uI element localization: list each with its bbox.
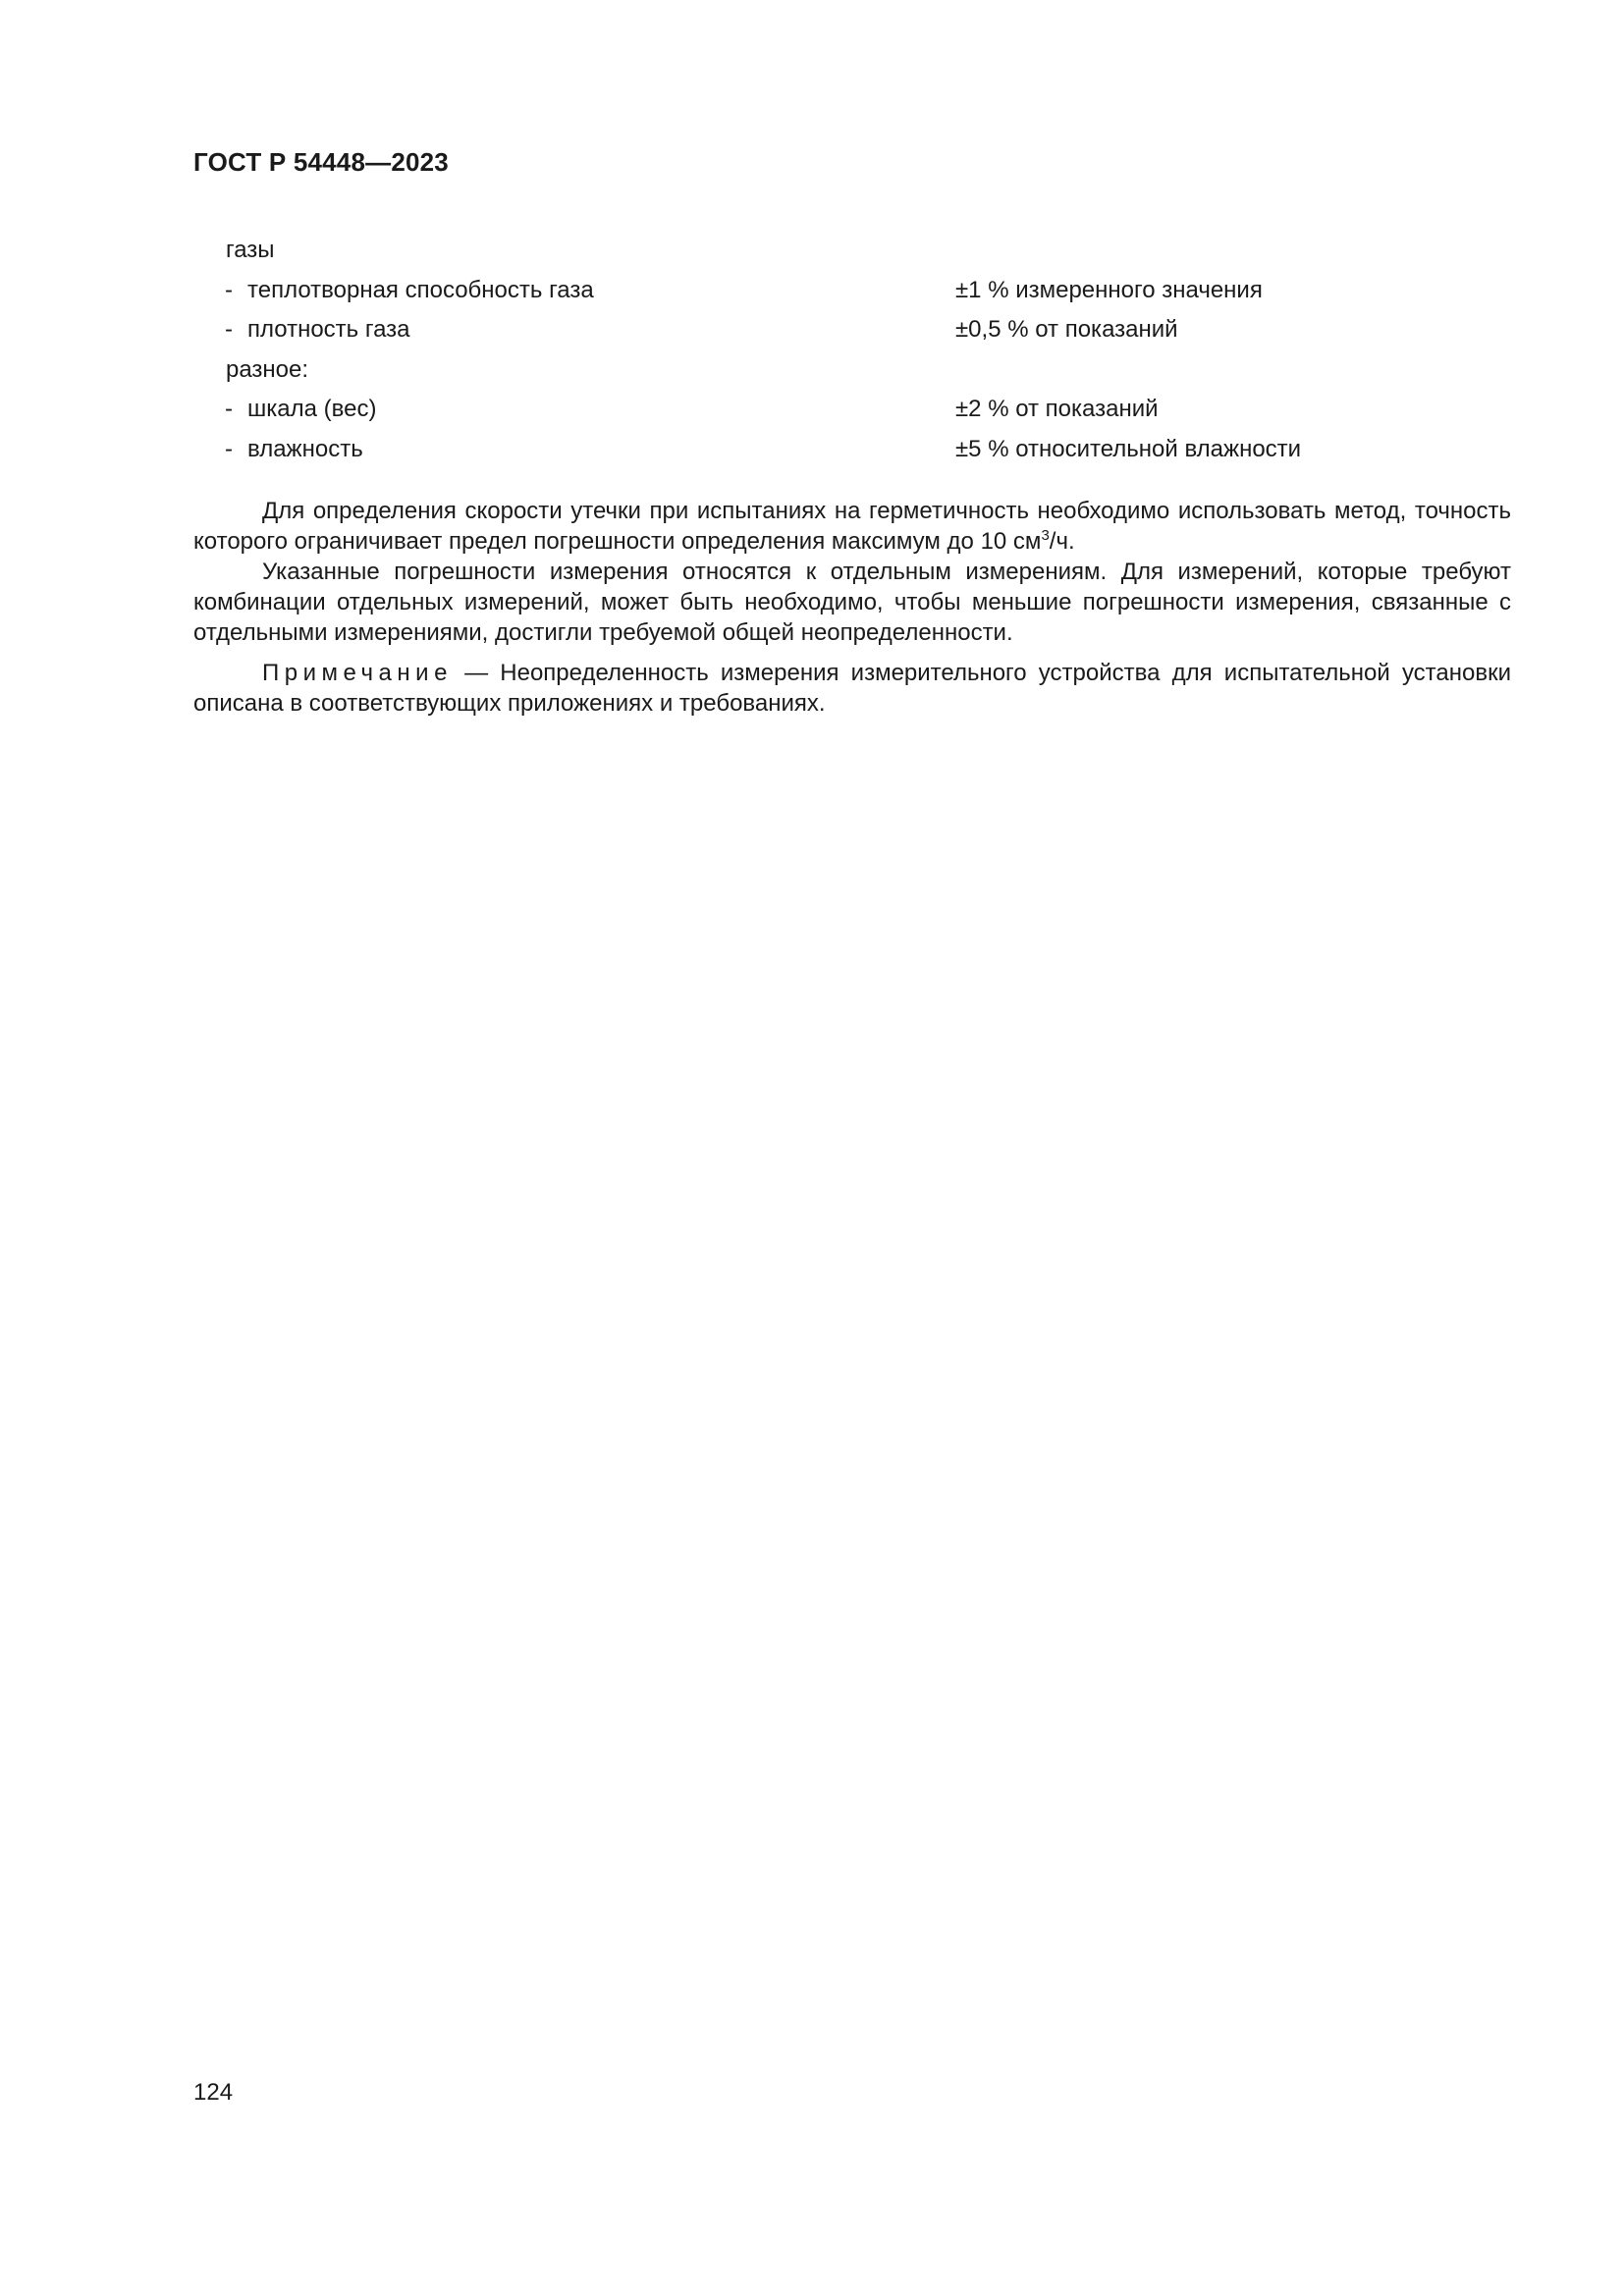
- item-label: теплотворная способность газа: [247, 276, 594, 303]
- item-label: влажность: [247, 435, 363, 462]
- list-bullet: -: [225, 396, 233, 422]
- document-header: ГОСТ Р 54448—2023: [193, 147, 449, 177]
- list-group-heading: [193, 355, 1509, 396]
- body-text: [193, 496, 1511, 719]
- item-label: шкала (вес): [247, 396, 377, 422]
- paragraph-leak-rate: [193, 496, 1511, 557]
- superscript: 3: [1041, 527, 1050, 544]
- note-label: Примечание: [262, 660, 453, 686]
- paragraph-text: Для определения скорости утечки при испытаниях на герметичность необходимо использовать метод, точность которого ограничивает предел погрешности определения максимум до 10 см: [193, 498, 1511, 555]
- list-item: [193, 276, 1509, 316]
- item-value: ±0,5 % от показаний: [955, 316, 1178, 343]
- page-number: 124: [193, 2079, 234, 2106]
- paragraph-text-end: /ч.: [1049, 528, 1075, 555]
- group-label-misc: разное:: [226, 355, 309, 383]
- list-item: [193, 435, 1509, 475]
- list-item: [193, 395, 1509, 435]
- measurement-accuracy-list: [193, 236, 1509, 474]
- list-bullet: -: [225, 316, 233, 343]
- paragraph-measurement-errors: Указанные погрешности измерения относятся к отдельным измерениям. Для измерений, которые требуют комбинации отдельных измерений, может быть необходимо, чтобы меньшие погрешности измерения, связанные с отдельными измерениями, достигли требуемой общей неопределенности.: [193, 559, 1511, 646]
- item-value: ±5 % относительной влажности: [955, 435, 1302, 462]
- item-value: ±2 % от показаний: [955, 396, 1159, 422]
- list-group-heading: [193, 236, 1509, 276]
- item-label: плотность газа: [247, 316, 410, 343]
- group-label-gases: газы: [226, 237, 275, 263]
- list-bullet: -: [225, 276, 233, 303]
- note-paragraph: [193, 658, 1511, 719]
- list-item: [193, 315, 1509, 355]
- list-bullet: -: [225, 435, 233, 462]
- note-text: — Неопределенность измерения измерительного устройства для испытательной установки описана в соответствующих приложениях и требованиях.: [193, 660, 1511, 717]
- item-value: ±1 % измеренного значения: [955, 276, 1263, 303]
